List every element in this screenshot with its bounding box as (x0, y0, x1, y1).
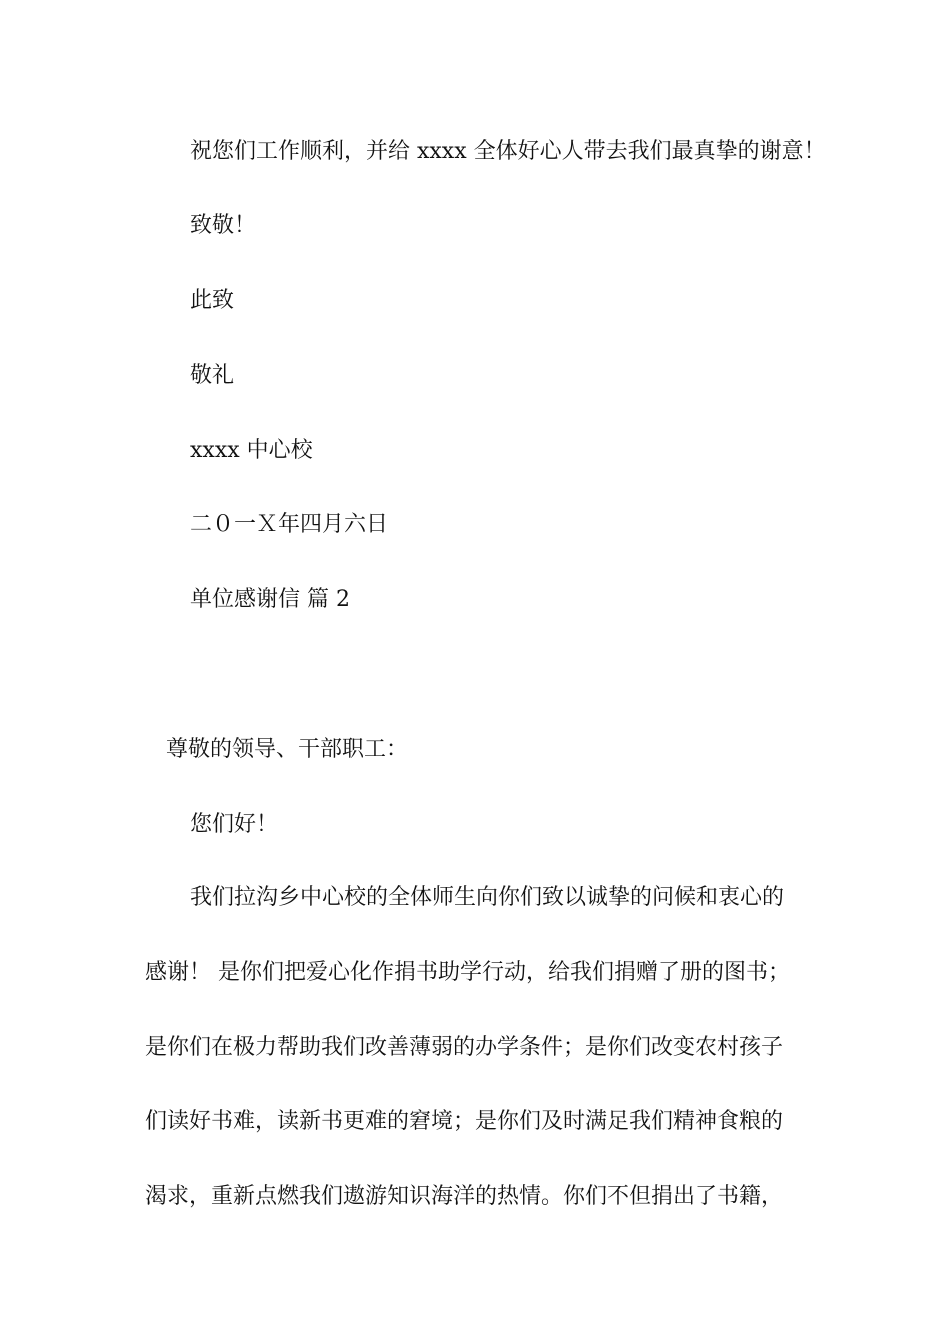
date-line: 二０一Ｘ年四月六日 (190, 512, 389, 537)
paragraph-line: 我们拉沟乡中心校的全体师生向你们致以诚挚的问候和衷心的 (190, 885, 785, 910)
paragraph-line: 渴求，重新点燃我们遨游知识海洋的热情。你们不但捐出了书籍， (145, 1184, 784, 1209)
section-heading: 单位感谢信 篇 2 (190, 587, 350, 612)
paragraph-line: 们读好书难，读新书更难的窘境；是你们及时满足我们精神食粮的 (145, 1109, 784, 1134)
cizhi-line: 此致 (190, 288, 235, 313)
salute-line: 致敬！ (190, 213, 257, 238)
signature-line: xxxx 中心校 (190, 438, 313, 463)
greeting: 您们好！ (190, 812, 279, 837)
jingli-line: 敬礼 (190, 363, 235, 388)
closing-wish-line: 祝您们工作顺利，并给 xxxx 全体好心人带去我们最真挚的谢意！ (190, 139, 826, 164)
paragraph-line: 感谢！ 是你们把爱心化作捐书助学行动，给我们捐赠了册的图书； (145, 960, 790, 985)
paragraph-line: 是你们在极力帮助我们改善薄弱的办学条件；是你们改变农村孩子 (145, 1035, 784, 1060)
salutation: 尊敬的领导、干部职工： (166, 737, 409, 762)
